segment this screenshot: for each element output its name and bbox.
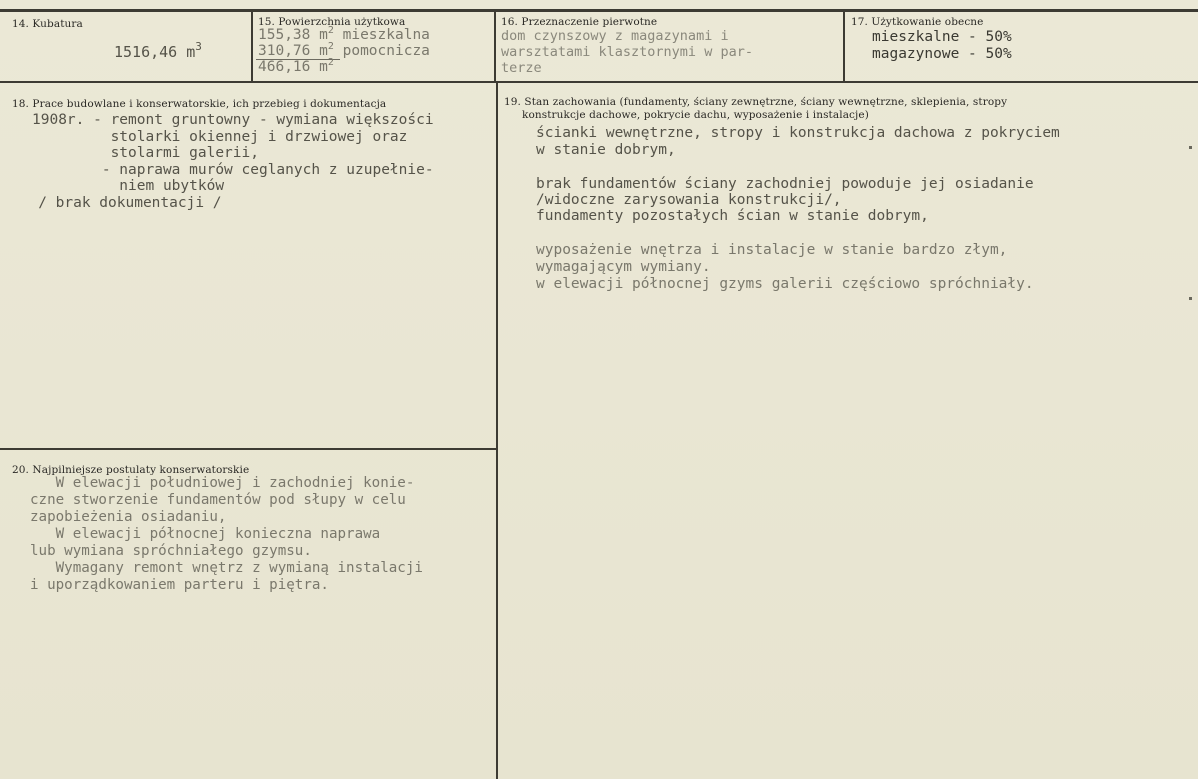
field17-line-1: mieszkalne - 50%	[872, 29, 1012, 45]
field19-line-5: /widoczne zarysowania konstrukcji/,	[536, 192, 842, 208]
edge-mark-1	[1189, 146, 1192, 149]
field14-label: 14. Kubatura	[12, 18, 83, 30]
field16-line-2: warsztatami klasztornymi w par-	[501, 44, 753, 60]
field14-value	[114, 40, 202, 61]
field18-line-3: stolarmi galerii,	[32, 145, 259, 161]
divider-14-15	[251, 10, 253, 83]
field15-row-3-num: 466,16 m	[258, 59, 328, 75]
field20-line-4: W elewacji północnej konieczna naprawa	[30, 526, 381, 542]
field19-line-4: brak fundamentów ściany zachodniej powoduje jej osiadanie	[536, 176, 1034, 192]
field18-line-4: - naprawa murów ceglanych z uzupełnie-	[32, 162, 434, 178]
field16-line-1: dom czynszowy z magazynami i	[501, 28, 729, 44]
field19-line-10: w elewacji północnej gzyms galerii częściowo spróchniały.	[536, 276, 1034, 292]
field20-line-6: Wymagany remont wnętrz z wymianą instalacji	[30, 560, 423, 576]
field15-row-1	[258, 25, 430, 43]
field17-label: 17. Użytkowanie obecne	[851, 16, 984, 28]
field15-row-3	[258, 57, 334, 75]
field14-unit-sup: 3	[195, 40, 202, 53]
field19-line-1: ścianki wewnętrzne, stropy i konstrukcja dachowa z pokryciem	[536, 125, 1060, 141]
row1-bottom-rule	[0, 81, 1198, 83]
top-rule	[0, 9, 1198, 12]
field15-row-2	[258, 41, 430, 59]
field15-row-2-sup: 2	[327, 41, 334, 52]
field20-line-5: lub wymiana spróchniałego gzymsu.	[30, 543, 312, 559]
field15-label: 15. Powierzchnia użytkowa	[258, 16, 406, 28]
field18-line-5: niem ubytków	[32, 178, 225, 194]
field15-row-1-desc: mieszkalna	[342, 27, 430, 43]
field16-label: 16. Przeznaczenie pierwotne	[501, 16, 658, 28]
field20-line-7: i uporządkowaniem parteru i piętra.	[30, 577, 329, 593]
field18-line-1: 1908r. - remont gruntowny - wymiana większości	[32, 112, 434, 128]
divider-16-17	[843, 10, 845, 83]
field15-row-2-desc: pomocnicza	[342, 43, 430, 59]
field20-label: 20. Najpilniejsze postulaty konserwatorskie	[12, 464, 250, 476]
field20-line-2: czne stworzenie fundamentów pod słupy w celu	[30, 492, 406, 508]
field15-row-1-num: 155,38 m	[258, 27, 328, 43]
field19-label-1: 19. Stan zachowania (fundamenty, ściany zewnętrzne, ściany wewnętrzne, sklepienia, stropy	[504, 96, 1008, 108]
field19-label-2: konstrukcje dachowe, pokrycie dachu, wyposażenie i instalacje)	[522, 109, 869, 121]
field18-line-6: / brak dokumentacji /	[12, 195, 222, 211]
edge-mark-2	[1189, 297, 1192, 300]
field15-row-3-sup: 2	[327, 57, 334, 68]
field14-number: 1516,46 m	[114, 43, 196, 61]
field20-line-1: W elewacji południowej i zachodniej konie-	[30, 475, 415, 491]
field19-line-9: wymagającym wymiany.	[536, 259, 711, 275]
divider-main	[496, 82, 498, 779]
field16-line-3: terze	[501, 60, 542, 76]
field19-line-6: fundamenty pozostałych ścian w stanie dobrym,	[536, 208, 929, 224]
divider-15-16	[494, 10, 496, 83]
field15-row-2-num: 310,76 m	[258, 43, 328, 59]
field17-line-2: magazynowe - 50%	[872, 46, 1012, 62]
field19-line-8: wyposażenie wnętrza i instalacje w stanie bardzo złym,	[536, 242, 1008, 258]
divider-18-20	[0, 448, 497, 450]
field18-line-2: stolarki okiennej i drzwiowej oraz	[32, 129, 408, 145]
field15-row-1-sup: 2	[327, 25, 334, 36]
field20-line-3: zapobieżenia osiadaniu,	[30, 509, 227, 525]
field18-label: 18. Prace budowlane i konserwatorskie, ich przebieg i dokumentacja	[12, 98, 387, 110]
field19-line-2: w stanie dobrym,	[536, 142, 676, 158]
